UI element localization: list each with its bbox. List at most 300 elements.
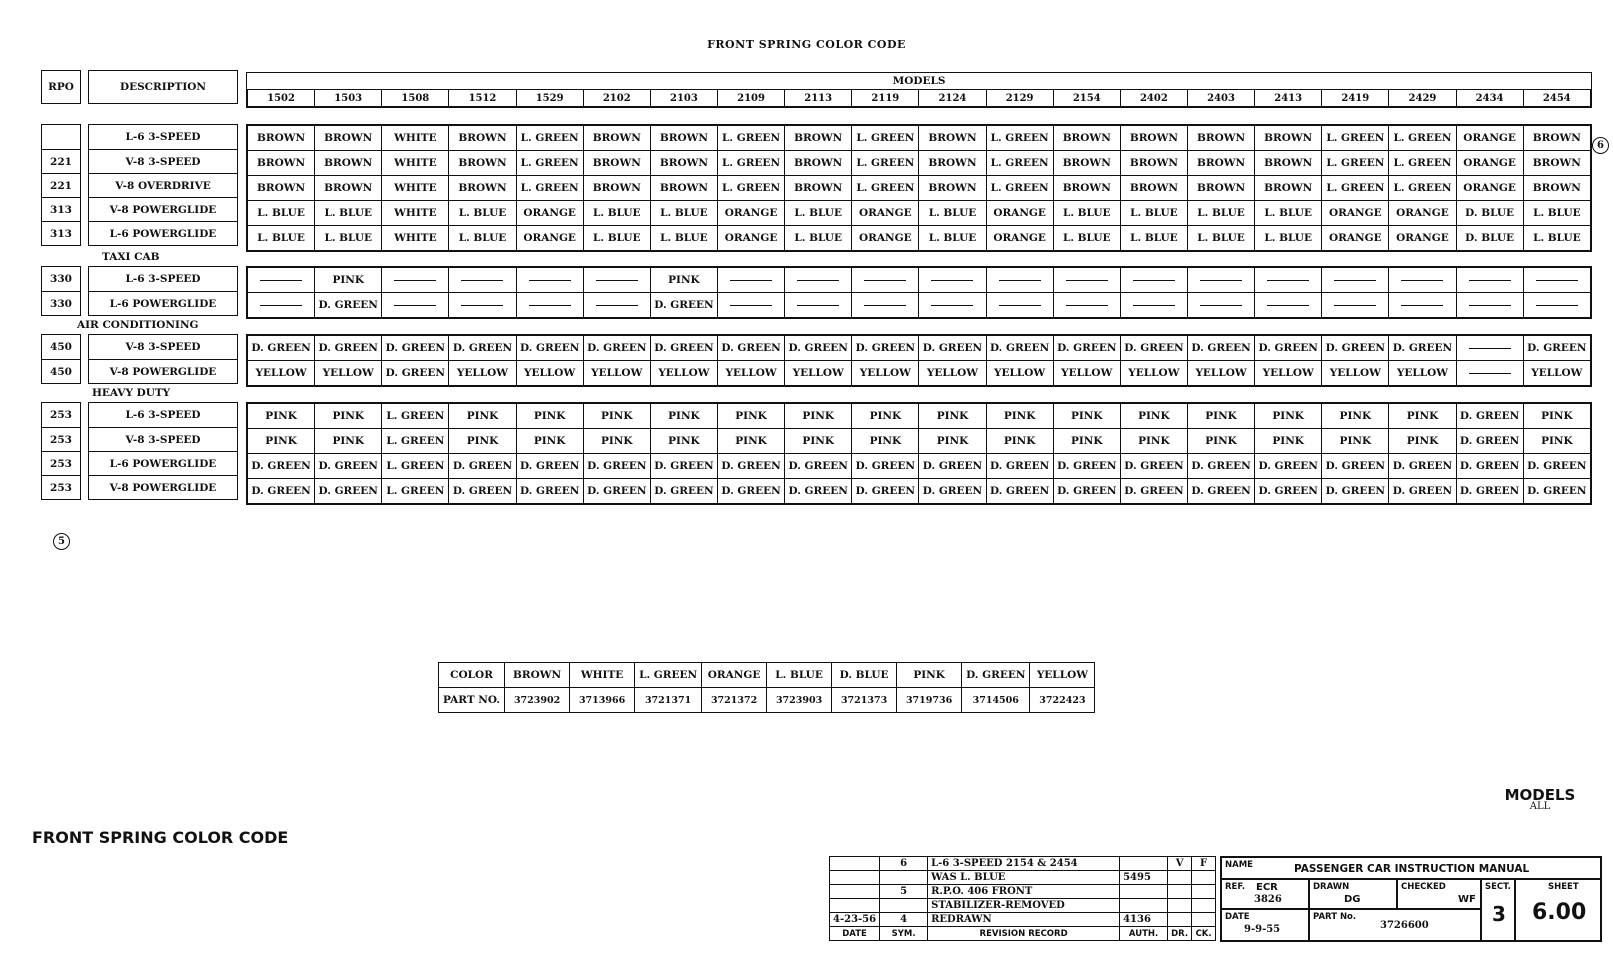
color-cell: L. GREEN — [1389, 151, 1456, 176]
color-cell — [248, 268, 315, 293]
color-cell — [1523, 268, 1590, 293]
color-cell: WHITE — [382, 151, 449, 176]
color-cell: YELLOW — [583, 361, 650, 386]
color-cell: L. BLUE — [1120, 226, 1187, 251]
color-cell: BROWN — [650, 176, 717, 201]
part-label: PART NO. — [439, 688, 505, 713]
models-all-label: MODELS — [1504, 786, 1576, 804]
model-header-cell: 1529 — [516, 90, 583, 107]
color-cell — [1187, 268, 1254, 293]
color-cell: L. BLUE — [1255, 226, 1322, 251]
revision-date — [830, 899, 880, 913]
color-cell: PINK — [717, 429, 784, 454]
tb-checked: CHECKED WF — [1397, 879, 1481, 909]
model-header-cell: 2413 — [1255, 90, 1322, 107]
color-cell — [449, 293, 516, 318]
color-cell: D. GREEN — [516, 479, 583, 504]
rpo-cell: 221 — [42, 149, 80, 173]
revision-auth: 5495 — [1120, 871, 1168, 885]
color-cell — [1389, 268, 1456, 293]
color-cell: PINK — [516, 429, 583, 454]
color-cell: ORANGE — [516, 226, 583, 251]
color-cell: L. GREEN — [382, 479, 449, 504]
rpo-cell: 330 — [42, 291, 80, 315]
color-cell: L. BLUE — [785, 226, 852, 251]
revision-footer-dr: DR. — [1168, 927, 1192, 941]
color-cell: ORANGE — [986, 226, 1053, 251]
part-color-cell: YELLOW — [1030, 663, 1095, 688]
color-cell: PINK — [650, 268, 717, 293]
color-cell: L. GREEN — [852, 126, 919, 151]
color-cell — [1456, 336, 1523, 361]
color-cell: PINK — [852, 429, 919, 454]
color-cell: YELLOW — [717, 361, 784, 386]
color-cell: BROWN — [1120, 176, 1187, 201]
color-cell: L. BLUE — [449, 226, 516, 251]
table-row — [248, 293, 1591, 318]
color-cell: D. GREEN — [516, 454, 583, 479]
color-cell — [1255, 268, 1322, 293]
table-row — [248, 361, 1591, 386]
color-cell: L. GREEN — [1322, 126, 1389, 151]
dash-line — [1334, 305, 1376, 306]
rpo-cell: 221 — [42, 173, 80, 197]
revision-row — [830, 885, 1216, 899]
color-cell: L. GREEN — [382, 429, 449, 454]
tb-date: DATE 9-9-55 — [1221, 909, 1309, 941]
description-column — [88, 334, 238, 384]
color-cell: WHITE — [382, 176, 449, 201]
revision-auth — [1120, 857, 1168, 871]
spring-color-grid — [246, 124, 1592, 252]
color-cell: BROWN — [248, 176, 315, 201]
color-cell: PINK — [583, 429, 650, 454]
color-cell: YELLOW — [785, 361, 852, 386]
color-cell: ORANGE — [1322, 201, 1389, 226]
rpo-column — [41, 334, 81, 384]
color-cell: WHITE — [382, 201, 449, 226]
tb-sheet: SHEET 6.00 — [1515, 879, 1601, 941]
color-cell: L. GREEN — [516, 126, 583, 151]
color-cell: PINK — [919, 429, 986, 454]
color-cell: L. BLUE — [650, 201, 717, 226]
color-cell: ORANGE — [986, 201, 1053, 226]
dash-line — [1401, 280, 1443, 281]
color-cell — [785, 293, 852, 318]
color-cell: L. GREEN — [1322, 151, 1389, 176]
description-cell: L-6 POWERGLIDE — [89, 451, 237, 475]
color-cell: D. GREEN — [315, 479, 382, 504]
color-cell: BROWN — [1120, 126, 1187, 151]
dash-line — [730, 280, 772, 281]
revision-auth: 4136 — [1120, 913, 1168, 927]
models-all-sub: ALL — [1529, 801, 1551, 812]
color-cell: BROWN — [583, 126, 650, 151]
revision-footer-sym: SYM. — [880, 927, 928, 941]
description-header: DESCRIPTION — [88, 70, 238, 104]
dash-line — [797, 280, 839, 281]
dash-line — [797, 305, 839, 306]
color-cell: YELLOW — [986, 361, 1053, 386]
color-cell: L. GREEN — [516, 176, 583, 201]
color-cell: BROWN — [583, 151, 650, 176]
tb-drawn: DRAWN DG — [1309, 879, 1397, 909]
dash-line — [1066, 280, 1108, 281]
color-cell: D. GREEN — [717, 336, 784, 361]
table-row — [248, 404, 1591, 429]
color-cell: PINK — [248, 404, 315, 429]
color-cell — [1322, 268, 1389, 293]
color-cell: L. BLUE — [919, 201, 986, 226]
model-header-cell: 2129 — [986, 90, 1053, 107]
rpo-header: RPO — [41, 70, 81, 104]
dash-line — [999, 305, 1041, 306]
model-header-cell: 2119 — [852, 90, 919, 107]
description-column — [88, 124, 238, 246]
part-color-cell: ORANGE — [702, 663, 767, 688]
color-cell: L. BLUE — [650, 226, 717, 251]
color-cell: D. GREEN — [650, 293, 717, 318]
revision-marker-5: 5 — [53, 533, 70, 550]
color-cell: PINK — [1523, 404, 1590, 429]
dash-line — [461, 280, 503, 281]
revision-ck: F — [1192, 857, 1216, 871]
model-header-cell: 2419 — [1322, 90, 1389, 107]
rpo-cell — [42, 125, 80, 149]
color-cell: BROWN — [919, 176, 986, 201]
models-header — [246, 72, 1592, 108]
color-cell: D. GREEN — [583, 336, 650, 361]
color-cell: L. BLUE — [785, 201, 852, 226]
color-cell: PINK — [717, 404, 784, 429]
color-cell: D. GREEN — [1053, 479, 1120, 504]
dash-line — [1469, 280, 1511, 281]
color-cell: YELLOW — [1523, 361, 1590, 386]
color-cell — [1456, 268, 1523, 293]
dash-line — [931, 305, 973, 306]
color-cell: D. GREEN — [717, 454, 784, 479]
color-cell: L. GREEN — [1389, 176, 1456, 201]
color-cell: D. GREEN — [1053, 336, 1120, 361]
dash-line — [1469, 348, 1511, 349]
color-cell: ORANGE — [1456, 151, 1523, 176]
rpo-column — [41, 402, 81, 500]
section-label: AIR CONDITIONING — [77, 319, 199, 331]
color-cell: D. GREEN — [1255, 454, 1322, 479]
dash-line — [864, 280, 906, 281]
revision-desc: L-6 3-SPEED 2154 & 2454 — [928, 857, 1120, 871]
dash-line — [1536, 305, 1578, 306]
color-cell: L. BLUE — [583, 201, 650, 226]
color-cell: D. GREEN — [852, 479, 919, 504]
color-cell: YELLOW — [1322, 361, 1389, 386]
color-cell: D. GREEN — [382, 361, 449, 386]
color-cell: L. GREEN — [986, 151, 1053, 176]
color-cell — [1120, 268, 1187, 293]
color-cell: BROWN — [449, 176, 516, 201]
color-cell: PINK — [248, 429, 315, 454]
title-block — [1220, 856, 1602, 942]
color-cell: YELLOW — [1053, 361, 1120, 386]
color-cell: D. GREEN — [1322, 336, 1389, 361]
color-cell: D. GREEN — [583, 479, 650, 504]
models-all — [1490, 786, 1590, 812]
part-color-cell: L. GREEN — [635, 663, 702, 688]
revision-desc: R.P.O. 406 FRONT — [928, 885, 1120, 899]
revision-dr — [1168, 871, 1192, 885]
part-color-cell: L. BLUE — [767, 663, 832, 688]
color-cell: L. GREEN — [382, 404, 449, 429]
revision-sym — [880, 871, 928, 885]
model-header-cell: 2154 — [1053, 90, 1120, 107]
revision-footer-auth: AUTH. — [1120, 927, 1168, 941]
color-cell: ORANGE — [516, 201, 583, 226]
dash-line — [529, 305, 571, 306]
color-cell: D. GREEN — [1389, 454, 1456, 479]
color-cell: D. GREEN — [1456, 479, 1523, 504]
color-cell — [986, 293, 1053, 318]
color-cell: PINK — [1187, 404, 1254, 429]
color-cell: PINK — [1255, 429, 1322, 454]
revision-sym: 5 — [880, 885, 928, 899]
color-cell: PINK — [1120, 404, 1187, 429]
table-row — [248, 268, 1591, 293]
color-cell: D. GREEN — [1255, 336, 1322, 361]
spring-color-grid — [246, 266, 1592, 319]
color-cell: D. GREEN — [1523, 479, 1590, 504]
color-cell: PINK — [1389, 404, 1456, 429]
color-cell: BROWN — [785, 126, 852, 151]
model-header-cell: 1508 — [382, 90, 449, 107]
color-cell: ORANGE — [1456, 126, 1523, 151]
color-cell: YELLOW — [248, 361, 315, 386]
revision-footer-ck: CK. — [1192, 927, 1216, 941]
color-cell: D. GREEN — [1456, 429, 1523, 454]
color-cell: L. GREEN — [852, 151, 919, 176]
model-header-cell: 2113 — [785, 90, 852, 107]
color-cell: D. GREEN — [785, 454, 852, 479]
dash-line — [864, 305, 906, 306]
description-cell: V-8 POWERGLIDE — [89, 359, 237, 383]
color-cell: D. GREEN — [986, 454, 1053, 479]
color-cell: D. GREEN — [785, 479, 852, 504]
color-cell: D. GREEN — [449, 336, 516, 361]
revision-auth — [1120, 885, 1168, 899]
color-cell: D. GREEN — [1120, 336, 1187, 361]
revision-ck — [1192, 885, 1216, 899]
color-cell: PINK — [315, 268, 382, 293]
color-cell: L. GREEN — [986, 176, 1053, 201]
color-cell: L. GREEN — [1322, 176, 1389, 201]
color-cell — [516, 268, 583, 293]
color-cell: BROWN — [650, 126, 717, 151]
description-cell: V-8 3-SPEED — [89, 427, 237, 451]
table-row — [248, 429, 1591, 454]
color-cell: PINK — [315, 404, 382, 429]
color-cell: YELLOW — [315, 361, 382, 386]
color-cell: YELLOW — [852, 361, 919, 386]
description-cell: V-8 3-SPEED — [125, 341, 201, 353]
revision-marker-6: 6 — [1592, 137, 1609, 154]
description-cell: V-8 3-SPEED — [89, 149, 237, 173]
table-row — [248, 126, 1591, 151]
table-row — [248, 479, 1591, 504]
tb-name: NAME PASSENGER CAR INSTRUCTION MANUAL — [1221, 857, 1601, 879]
color-cell: D. GREEN — [986, 336, 1053, 361]
color-cell: BROWN — [1120, 151, 1187, 176]
color-cell: L. GREEN — [717, 176, 784, 201]
color-cell — [1322, 293, 1389, 318]
model-header-cell: 2103 — [650, 90, 717, 107]
revision-footer-date: DATE — [830, 927, 880, 941]
tb-ref: REF. ECR 3826 — [1221, 879, 1309, 909]
dash-line — [596, 280, 638, 281]
color-cell: L. GREEN — [516, 151, 583, 176]
dash-line — [1200, 280, 1242, 281]
color-cell: ORANGE — [717, 201, 784, 226]
part-number-cell: 3721371 — [635, 688, 702, 713]
dash-line — [394, 305, 436, 306]
model-header-cell: 1512 — [449, 90, 516, 107]
color-cell: PINK — [1053, 404, 1120, 429]
description-cell: V-8 OVERDRIVE — [89, 173, 237, 197]
description-cell: V-8 POWERGLIDE — [89, 197, 237, 221]
rpo-cell: 253 — [42, 451, 80, 475]
color-cell: BROWN — [1187, 151, 1254, 176]
part-number-cell: 3721372 — [702, 688, 767, 713]
part-color-cell: D. BLUE — [832, 663, 897, 688]
table-row — [248, 454, 1591, 479]
color-cell: D. GREEN — [1187, 454, 1254, 479]
color-cell — [785, 268, 852, 293]
dash-line — [461, 305, 503, 306]
color-cell: PINK — [1187, 429, 1254, 454]
description-column — [88, 402, 238, 500]
color-cell: D. GREEN — [1120, 479, 1187, 504]
revision-date — [830, 885, 880, 899]
color-cell: BROWN — [315, 176, 382, 201]
color-cell: PINK — [1053, 429, 1120, 454]
dash-line — [1401, 305, 1443, 306]
description-cell: L-6 POWERGLIDE — [89, 221, 237, 245]
color-cell: BROWN — [248, 151, 315, 176]
color-cell: BROWN — [1523, 126, 1590, 151]
rpo-column — [41, 124, 81, 246]
color-cell: L. GREEN — [1389, 126, 1456, 151]
rpo-cell: 253 — [50, 409, 72, 421]
revision-date — [830, 857, 880, 871]
color-cell: D. GREEN — [1523, 454, 1590, 479]
color-cell: D. GREEN — [449, 454, 516, 479]
description-cell: L-6 3-SPEED — [125, 409, 201, 421]
dash-line — [529, 280, 571, 281]
color-cell: BROWN — [1523, 176, 1590, 201]
part-number-cell: 3713966 — [570, 688, 635, 713]
table-row — [248, 176, 1591, 201]
rpo-cell: 313 — [42, 221, 80, 245]
revision-row — [830, 857, 1216, 871]
color-cell: BROWN — [1053, 126, 1120, 151]
color-cell: D. GREEN — [1456, 454, 1523, 479]
color-cell: L. BLUE — [1187, 226, 1254, 251]
color-cell — [1523, 293, 1590, 318]
color-cell: D. GREEN — [315, 336, 382, 361]
table-row — [248, 201, 1591, 226]
model-header-cell: 2124 — [919, 90, 986, 107]
color-cell — [1456, 293, 1523, 318]
dash-line — [1469, 373, 1511, 374]
color-cell: BROWN — [650, 151, 717, 176]
part-number-cell: 3721373 — [832, 688, 897, 713]
color-cell: ORANGE — [852, 201, 919, 226]
color-cell: BROWN — [449, 151, 516, 176]
part-number-cell: 3723903 — [767, 688, 832, 713]
color-cell: BROWN — [449, 126, 516, 151]
revision-dr — [1168, 885, 1192, 899]
rpo-column — [41, 266, 81, 316]
dash-line — [1066, 305, 1108, 306]
color-cell — [583, 268, 650, 293]
color-cell: L. BLUE — [1120, 201, 1187, 226]
color-cell: PINK — [1322, 429, 1389, 454]
revision-date — [830, 871, 880, 885]
color-cell: D. GREEN — [717, 479, 784, 504]
color-cell: ORANGE — [1389, 201, 1456, 226]
revision-desc: STABILIZER-REMOVED — [928, 899, 1120, 913]
color-cell: L. BLUE — [248, 226, 315, 251]
color-cell: D. GREEN — [650, 479, 717, 504]
color-cell: L. BLUE — [1523, 201, 1590, 226]
color-cell: BROWN — [1187, 176, 1254, 201]
color-cell: PINK — [986, 404, 1053, 429]
color-cell — [1187, 293, 1254, 318]
revision-sym — [880, 899, 928, 913]
color-cell: BROWN — [1053, 151, 1120, 176]
revision-row — [830, 871, 1216, 885]
table-row — [248, 226, 1591, 251]
color-cell: L. BLUE — [1053, 226, 1120, 251]
color-cell: D. GREEN — [583, 454, 650, 479]
color-cell: L. BLUE — [1255, 201, 1322, 226]
table-row — [248, 336, 1591, 361]
color-cell: ORANGE — [1456, 176, 1523, 201]
dash-line — [1200, 305, 1242, 306]
part-number-table — [438, 662, 1095, 713]
color-cell: BROWN — [1523, 151, 1590, 176]
color-cell: D. GREEN — [315, 293, 382, 318]
color-cell: L. BLUE — [583, 226, 650, 251]
color-cell: D. GREEN — [785, 336, 852, 361]
color-cell — [1255, 293, 1322, 318]
spring-color-grid — [246, 334, 1592, 387]
rpo-cell: 313 — [42, 197, 80, 221]
section-label: TAXI CAB — [102, 251, 160, 263]
color-cell: L. BLUE — [1053, 201, 1120, 226]
color-cell: YELLOW — [1389, 361, 1456, 386]
model-header-cell: 1502 — [248, 90, 315, 107]
color-cell: BROWN — [919, 151, 986, 176]
color-cell: ORANGE — [1322, 226, 1389, 251]
color-cell: PINK — [986, 429, 1053, 454]
color-cell: PINK — [650, 429, 717, 454]
rpo-cell: 253 — [42, 427, 80, 451]
revision-record — [829, 856, 1216, 941]
description-cell: L-6 3-SPEED — [125, 273, 201, 285]
color-cell: YELLOW — [919, 361, 986, 386]
color-cell — [516, 293, 583, 318]
tb-part: PART No. 3726600 — [1309, 909, 1481, 941]
color-cell: PINK — [315, 429, 382, 454]
